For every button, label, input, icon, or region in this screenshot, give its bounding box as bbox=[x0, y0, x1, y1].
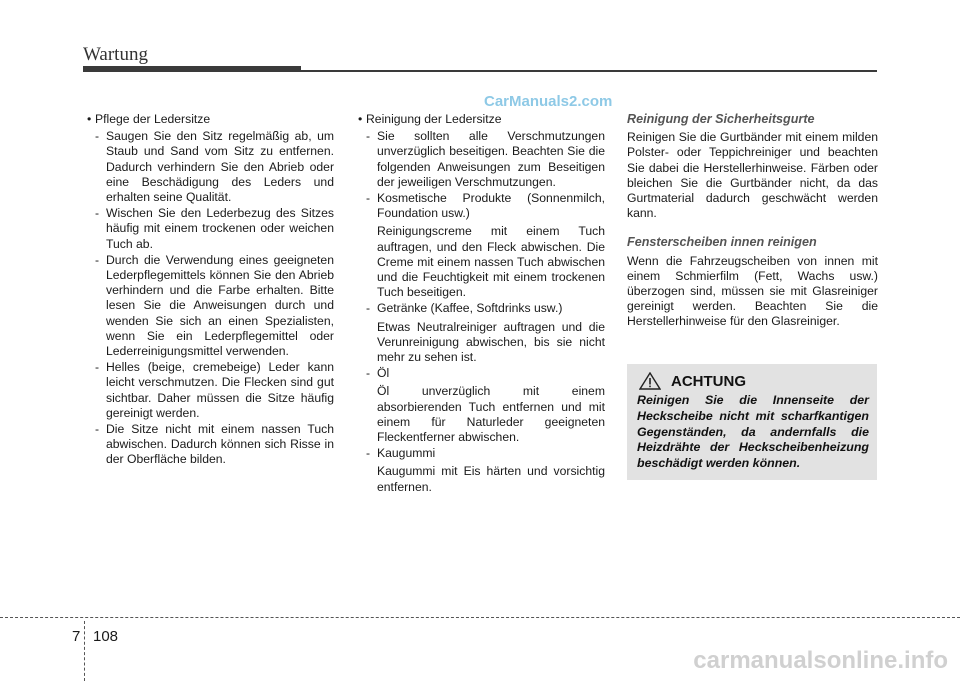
header-rule-thin bbox=[301, 70, 877, 72]
list-item-text: Wischen Sie den Lederbezug des Sitzes häufig mit einem trockenen oder weichen Tuch ab. bbox=[106, 206, 334, 251]
paragraph-windows: Wenn die Fahrzeugscheiben von innen mit einem Schmierfilm (Fett, Wachs usw.) überzogen sind, müssen sie mit Glasreiniger gereinigt werden. Beachten Sie die Herstellerhinweise für den Glasreiniger. bbox=[627, 253, 878, 329]
warning-title: ACHTUNG bbox=[671, 372, 746, 390]
chapter-number: 7 bbox=[72, 628, 81, 645]
list-item-text: Sie sollten alle Verschmutzungen unverzüglich beseitigen. Beachten Sie die folgenden Anweisungen zum Beseitigen der jeweiligen Verschmutzungen. bbox=[377, 129, 605, 189]
list-item bbox=[83, 360, 334, 421]
section-title-seatbelts: Reinigung der Sicherheitsgurte bbox=[627, 112, 815, 126]
list-item bbox=[354, 129, 605, 190]
list-item bbox=[83, 129, 334, 205]
dash: - bbox=[366, 191, 371, 206]
list-item-text: Helles (beige, cremebeige) Leder kann leicht verschmutzen. Die Flecken sind gut sichtbar. Daher müssen die Sitze häufig gereinigt werden. bbox=[106, 360, 334, 420]
list-item-text: Getränke (Kaffee, Softdrinks usw.) bbox=[377, 301, 563, 316]
page-header-title: Wartung bbox=[83, 44, 148, 65]
footer-rule-vertical bbox=[84, 621, 85, 681]
header-rule-thick bbox=[83, 66, 301, 72]
dash: - bbox=[95, 129, 100, 144]
sub-paragraph: Etwas Neutralreiniger auftragen und die Verunreinigung abwischen, bis sie nicht mehr zu sehen ist. bbox=[377, 319, 605, 365]
dash: - bbox=[366, 129, 371, 144]
list-item bbox=[354, 446, 605, 461]
dash: - bbox=[366, 301, 371, 316]
section-heading-text: Reinigung der Ledersitze bbox=[366, 112, 502, 126]
bullet-dot: • bbox=[87, 112, 92, 126]
sub-paragraph: Öl unverzüglich mit einem absorbierenden Tuch entfernen und mit einem für Naturleder geeigneten Fleckentferner abwischen. bbox=[377, 384, 605, 445]
list-item-text: Kosmetische Produkte (Sonnenmilch, Foundation usw.) bbox=[377, 191, 605, 221]
dash: - bbox=[95, 422, 100, 437]
paragraph-seatbelts: Reinigen Sie die Gurtbänder mit einem milden Polster- oder Teppichreiniger und beachten Sie dabei die Herstellerhinweise. Färben oder bleichen Sie die Gurtbänder nicht, da das Gurtmaterial dadurch geschwächt werden kann. bbox=[627, 130, 878, 221]
dash: - bbox=[366, 446, 371, 461]
bullet-dot: • bbox=[358, 112, 363, 126]
column-right bbox=[627, 112, 878, 344]
dash: - bbox=[95, 360, 100, 375]
sub-paragraph: Kaugummi mit Eis härten und vorsichtig entfernen. bbox=[377, 464, 605, 494]
dash: - bbox=[95, 206, 100, 221]
page-number: 108 bbox=[93, 628, 119, 645]
warning-header bbox=[639, 372, 746, 390]
watermark-bottom: carmanualsonline.info bbox=[693, 647, 948, 674]
list-item bbox=[354, 191, 605, 221]
list-item-text: Die Sitze nicht mit einem nassen Tuch abwischen. Dadurch können sich Risse in der Oberfläche bilden. bbox=[106, 422, 334, 467]
list-item-text: Durch die Verwendung eines geeigneten Lederpflegemittels können Sie den Abrieb verhindern und die Farbe erhalten. Bitte lesen Sie die Anweisungen durch und wenden Sie sich an einen Spezialisten, wenn Sie ein Lederpflegemittel oder Lederreinigungsmittel verwenden. bbox=[106, 252, 334, 359]
footer-rule-horizontal bbox=[0, 617, 960, 618]
list-item-text: Öl bbox=[377, 366, 390, 381]
list-item-text: Kaugummi bbox=[377, 446, 436, 461]
dash: - bbox=[366, 366, 371, 381]
list-item bbox=[354, 301, 605, 316]
list-item bbox=[83, 206, 334, 252]
dash: - bbox=[95, 252, 100, 267]
warning-text: Reinigen Sie die Innenseite der Heckscheibe nicht mit scharfkantigen Gegenständen, da andernfalls die Heizdrähte der Heckscheibenheizung beschädigt werden können. bbox=[637, 393, 869, 471]
warning-triangle-icon bbox=[639, 372, 661, 390]
list-item bbox=[83, 422, 334, 468]
section-heading-leather-care bbox=[83, 112, 334, 127]
section-heading-leather-cleaning bbox=[354, 112, 605, 127]
section-heading-text: Pflege der Ledersitze bbox=[95, 112, 211, 126]
list-item bbox=[83, 253, 334, 359]
warning-box bbox=[627, 364, 877, 480]
sub-paragraph: Reinigungscreme mit einem Tuch auftragen, und den Fleck abwischen. Die Creme mit einem nassen Tuch abwischen und die Feuchtigkeit mit einem trockenen Tuch beseitigen. bbox=[377, 224, 605, 300]
list-item bbox=[354, 366, 605, 381]
section-title-windows: Fensterscheiben innen reinigen bbox=[627, 235, 817, 250]
column-middle bbox=[354, 112, 605, 496]
column-left bbox=[83, 112, 334, 469]
watermark-top: CarManuals2.com bbox=[484, 93, 613, 110]
list-item-text: Saugen Sie den Sitz regelmäßig ab, um Staub und Sand vom Sitz zu entfernen. Dadurch verhindern Sie den Abrieb oder eine Beschädigung des Leders und erhalten seine Qualität. bbox=[106, 129, 334, 205]
